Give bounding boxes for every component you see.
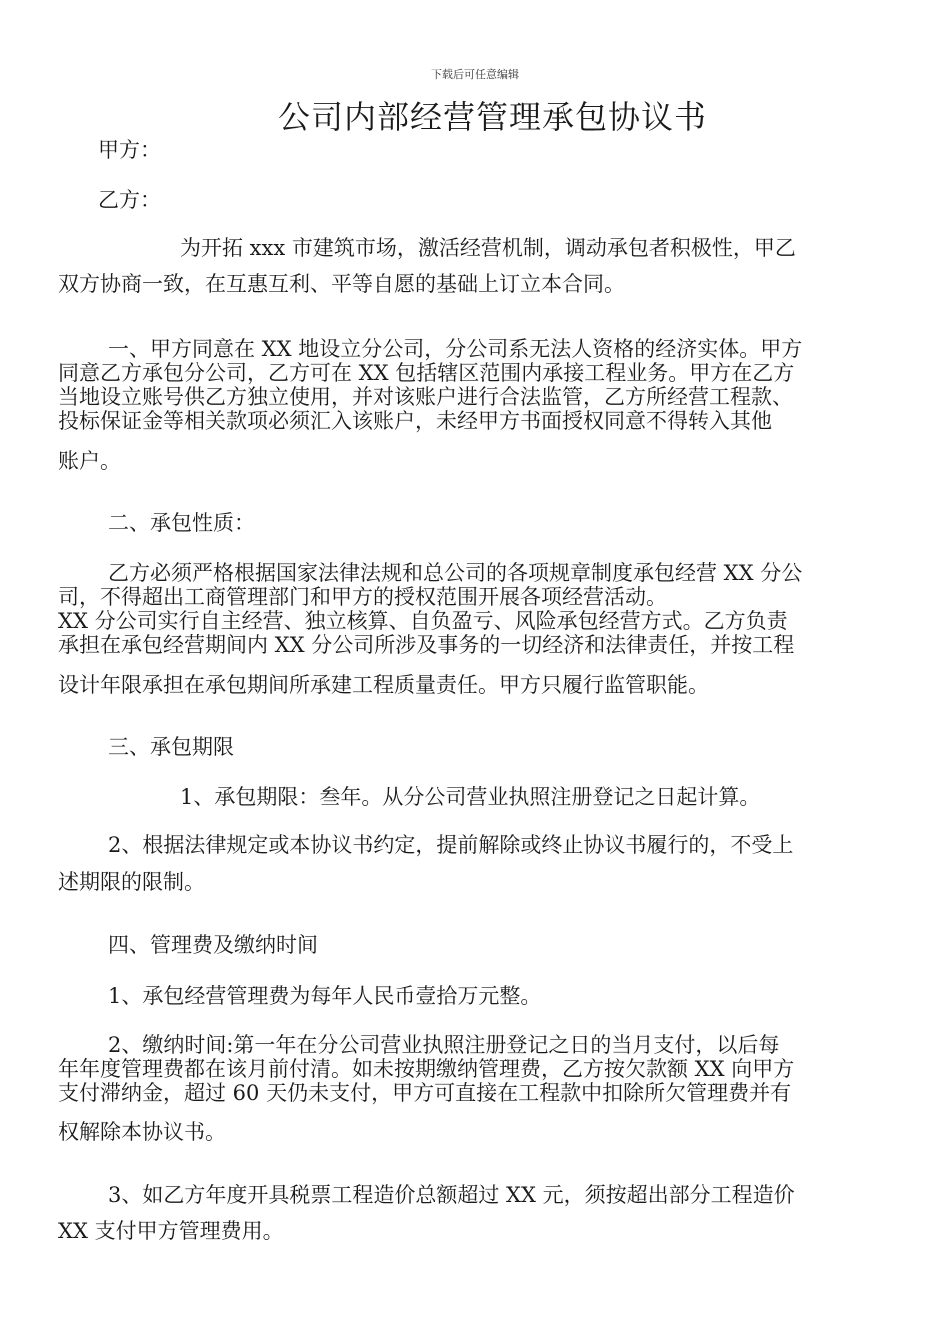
clause-line: 账户。: [58, 449, 121, 473]
party-b-line: 乙方：: [98, 188, 161, 212]
clause-line: 乙方必须严格根据国家法律法规和总公司的各项规章制度承包经营 XX 分公: [108, 561, 803, 585]
preamble-line: 为开拓 xxx 市建筑市场，激活经营机制，调动承包者积极性，甲乙: [180, 236, 796, 260]
clause-line: 2、根据法律规定或本协议书约定，提前解除或终止协议书履行的，不受上: [108, 833, 794, 857]
clause-line: 年年度管理费都在该月前付清。如未按期缴纳管理费，乙方按欠款额 XX 向甲方: [58, 1057, 795, 1081]
clause-line: 设计年限承担在承包期间所承建工程质量责任。甲方只履行监管职能。: [58, 673, 709, 697]
section-heading: 四、管理费及缴纳时间: [108, 933, 318, 957]
section-heading: 二、承包性质：: [108, 511, 255, 535]
section-heading: 三、承包期限: [108, 735, 234, 759]
clause-line: 1、承包经营管理费为每年人民币壹拾万元整。: [108, 984, 542, 1008]
clause-line: 投标保证金等相关款项必须汇入该账户，未经甲方书面授权同意不得转入其他: [58, 409, 772, 433]
clause-line: 2、缴纳时间:第一年在分公司营业执照注册登记之日的当月支付，以后每: [108, 1033, 780, 1057]
clause-line: 一、甲方同意在 XX 地设立分公司，分公司系无法人资格的经济实体。甲方: [108, 337, 803, 361]
clause-line: 述期限的限制。: [58, 870, 205, 894]
clause-line: 同意乙方承包分公司，乙方可在 XX 包括辖区范围内承接工程业务。甲方在乙方: [58, 361, 795, 385]
preamble-line: 双方协商一致，在互惠互利、平等自愿的基础上订立本合同。: [58, 272, 625, 296]
clause-line: XX 分公司实行自主经营、独立核算、自负盈亏、风险承包经营方式。乙方负责: [58, 609, 788, 633]
clause-line: 承担在承包经营期间内 XX 分公司所涉及事务的一切经济和法律责任，并按工程: [58, 633, 795, 657]
clause-line: 当地设立账号供乙方独立使用，并对该账户进行合法监管，乙方所经营工程款、: [58, 385, 793, 409]
clause-line: 权解除本协议书。: [58, 1120, 226, 1144]
header-note: 下载后可任意编辑: [431, 68, 519, 81]
clause-line: XX 支付甲方管理费用。: [58, 1219, 284, 1243]
clause-line: 1、承包期限：叁年。从分公司营业执照注册登记之日起计算。: [180, 785, 761, 809]
party-a-line: 甲方：: [98, 138, 161, 162]
clause-line: 3、如乙方年度开具税票工程造价总额超过 XX 元，须按超出部分工程造价: [108, 1183, 795, 1207]
clause-line: 司，不得超出工商管理部门和甲方的授权范围开展各项经营活动。: [58, 585, 667, 609]
document-title: 公司内部经营管理承包协议书: [277, 98, 707, 136]
clause-line: 支付滞纳金，超过 60 天仍未支付，甲方可直接在工程款中扣除所欠管理费并有: [58, 1081, 792, 1105]
